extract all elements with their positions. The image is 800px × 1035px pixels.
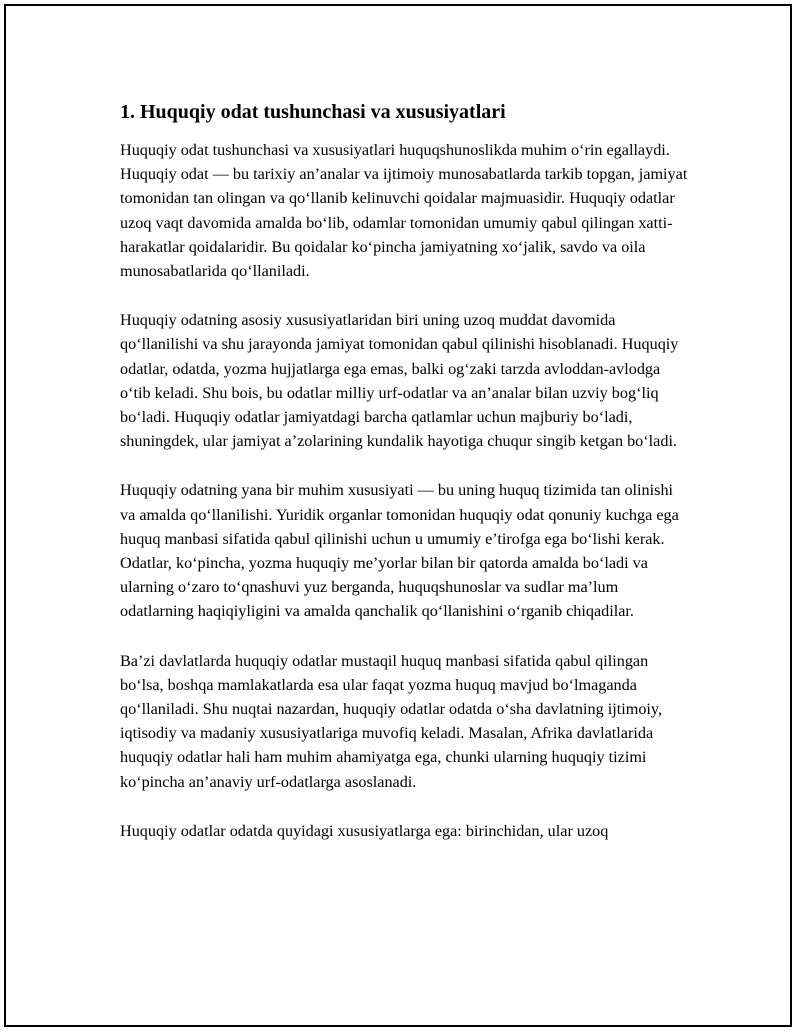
paragraph-4: Ba’zi davlatlarda huquqiy odatlar mustaqil huquq manbasi sifatida qabul qilingan bo‘lsa, boshqa mamlakatlarda esa ular faqat yozma huquq mavjud bo‘lmaganda qo‘llaniladi. Shu nuqtai nazardan, huquqiy odatlar odatda o‘sha davlatning ijtimoiy, iqtisodiy va madaniy xususiyatlariga muvofiq keladi. Masalan, Afrika davlatlarida huquqiy odatlar hali ham muhim ahamiyatga ega, chunki ularning huquqiy tizimi ko‘pincha an’anaviy urf-odatlarga asoslanadi.	[120, 651, 663, 791]
paragraph-5: Huquqiy odatlar odatda quyidagi xususiyatlarga ega: birinchidan, ular uzoq	[120, 821, 609, 840]
document-body	[120, 98, 690, 868]
paragraph-2: Huquqiy odatning asosiy xususiyatlaridan biri uning uzoq muddat davomida qo‘llanilishi va shu jarayonda jamiyat tomonidan qabul qilinishi hisoblanadi. Huquqiy odatlar, odatda, yozma hujjatlarga ega emas, balki og‘zaki tarzda avloddan-avlodga o‘tib keladi. Shu bois, bu odatlar milliy urf-odatlar va an’analar bilan uzviy bog‘liq bo‘ladi. Huquqiy odatlar jamiyatdagi barcha qatlamlar uchun majburiy bo‘ladi, shuningdek, ular jamiyat a’zolarining kundalik hayotiga chuqur singib ketgan bo‘ladi.	[120, 311, 679, 451]
section-heading: 1. Huquqiy odat tushunchasi va xususiyatlari	[120, 101, 506, 123]
paragraph-1: Huquqiy odat tushunchasi va xususiyatlari huquqshunoslikda muhim o‘rin egallaydi. Huquqiy odat — bu tarixiy an’analar va ijtimoiy munosabatlarda tarkib topgan, jamiyat tomonidan tan olingan va qo‘llanib kelinuvchi qoidalar majmuasidir. Huquqiy odatlar uzoq vaqt davomida amalda bo‘lib, odamlar tomonidan umumiy qabul qilingan xatti-harakatlar qoidalaridir. Bu qoidalar ko‘pincha jamiyatning xo‘jalik, savdo va oila munosabatlarida qo‘llaniladi.	[120, 141, 688, 281]
document-page	[4, 4, 792, 1027]
paragraph-3: Huquqiy odatning yana bir muhim xususiyati — bu uning huquq tizimida tan olinishi va amalda qo‘llanilishi. Yuridik organlar tomonidan huquqiy odat qonuniy kuchga ega huquq manbasi sifatida qabul qilinishi uchun u umumiy e’tirofga ega bo‘lishi kerak. Odatlar, ko‘pincha, yozma huquqiy me’yorlar bilan bir qatorda amalda bo‘ladi va ularning o‘zaro to‘qnashuvi yuz berganda, huquqshunoslar va sudlar ma’lum odatlarning haqiqiyligini va amalda qanchalik qo‘llanishini o‘rganib chiqadilar.	[120, 481, 679, 621]
